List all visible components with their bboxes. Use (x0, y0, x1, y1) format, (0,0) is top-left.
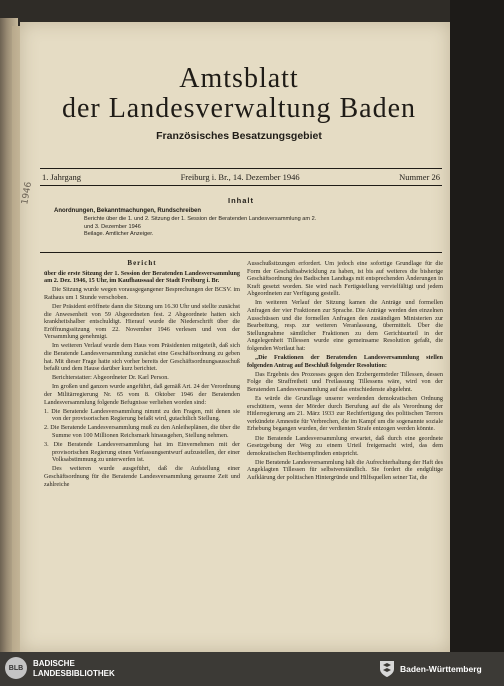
paragraph: Die Beratende Landesversammlung erwartet, daß durch eine geordnete Gesetzgebung der Weg zu einem Urteil freigemacht wird, das dem demokratischen Rechtsempfinden entspricht. (247, 434, 443, 457)
paragraph: Ausschußsitzungen erfordert. Um jedoch eine sofortige Grundlage für die Form der Geschäftsabwicklung zu haben, ist bis auf weiteres die bisherige Geschäftsordnung des Badischen Landtags mit entsprechenden Änderungen in Kraft gesetzt worden. Sie wird nach Fertigstellung vervielfältigt und jedem Abgeordneten zur Verfügung gestellt. (247, 260, 443, 298)
blb-logo-icon[interactable]: BLB (5, 657, 27, 679)
issue-number: Nummer 26 (399, 172, 440, 182)
paragraph: Im weiteren Verlauf wurde dem Haus vom Präsidenten mitgeteilt, daß sich die Beratende Landesversammlung zunächst eine Geschäftsordnung zu geben hat. Mit dieser Frage hatte sich vorher bereits der Geschäftsordnungsausschuß befaßt und dem Hause darüber kurz berichtet. (44, 342, 240, 373)
contents-entry: und 3. Dezember 1946 (84, 223, 141, 230)
paragraph: Berichterstatter: Abgeordneter Dr. Karl Person. (52, 374, 169, 382)
paragraph: Der Präsident eröffnete dann die Sitzung um 16.30 Uhr und stellte zunächst die Anwesenheit von 59 Abgeordneten fest. 2 Abgeordnete hatten sich krankheitshalber entschuldigt. Hierauf wurde die Niederschrift über die Eröffnungssitzung vom 22. November 1946 verlesen und von der Versammlung genehmigt. (44, 302, 240, 341)
masthead-title-line2: der Landesverwaltung Baden (61, 93, 417, 124)
library-name-line2: LANDESBIBLIOTHEK (33, 668, 115, 678)
baden-wuerttemberg-crest-icon[interactable] (379, 660, 395, 678)
paragraph: 1. Die Beratende Landesversammlung nimmt zu den Fragen, mit denen sie von der provisorischen Regierung befaßt wird, gutachtlich Stellung. (44, 407, 240, 423)
state-name[interactable]: Baden-Württemberg (400, 664, 482, 674)
contents-section: Anordnungen, Bekanntmachungen, Rundschreiben (54, 208, 202, 214)
paragraph: Im großen und ganzen wurde angeführt, daß gemäß Art. 24 der Verordnung der Militärregierung Nr. 65 vom 8. Oktober 1946 der Beratenden Landesversammlung folgende Befugnisse verliehen worden sind: (44, 383, 240, 406)
paragraph: Es würde die Grundlage unserer werdenden demokratischen Ordnung erschüttern, wenn der Mörder durch Berufung auf die als Verordnung der Hitlerregierung am 21. März 1933 zur Rechtfertigung des politischen Terrors verkündete Amnestie für Verbrechen, die im Kampf um die sogenannte soziale Erhebung begangen wurden, der verdienten Strafe entzogen werden könnte. (247, 395, 443, 433)
masthead-subtitle: Französisches Besatzungsgebiet (156, 130, 322, 142)
paragraph: 2. Die Beratende Landesversammlung muß zu den Anleiheplänen, die über die Summe von 100 Millionen Reichsmark hinausgehen, Stellung nehmen. (44, 424, 240, 439)
paragraph: „Die Fraktionen der Beratenden Landesversammlung stellen folgenden Antrag auf Beschluß folgender Resolution: (247, 354, 443, 369)
paragraph: über die erste Sitzung der 1. Session der Beratenden Landesversammlung am 2. Dez. 1946, 15 Uhr, im Kaufhaussaal der Stadt Freiburg i. Br. (44, 269, 240, 285)
paragraph: Das Ergebnis des Prozesses gegen den Erzbergermörder Tillessen, dessen Folge die Straffreiheit und Freilassung Tillessens wäre, wird von der Beratenden Landesversammlung auf das entschiedenste abgelehnt. (247, 370, 443, 393)
paragraph: Die Beratende Landesversammlung hält die Aufrechterhaltung der Haft des Angeklagten Tillessen für selbstverständlich. Sie fordert die endgültige Aufklärung der politischen Hintergründe und Hilfsquellen seiner Tat, die (247, 458, 443, 482)
masthead-title-line1: Amtsblatt (179, 63, 299, 94)
document-page (20, 22, 450, 652)
library-name[interactable] (33, 659, 115, 678)
pencil-note: 1946 (20, 181, 35, 206)
contents-heading: Inhalt (228, 196, 254, 205)
paragraph: Im weiteren Verlauf der Sitzung kamen die Anträge und formellen Anfragen der vier Fraktionen zur Sprache. Die Anträge werden den einzelnen Ausschüssen und die formellen Anfragen den zuständigen Ministerien zur Bearbeitung, resp. zur weiteren Veranlassung, übermittelt. Über die Stellungnahme sämtlicher Fraktionen zu dem Gerichtsurteil in der Angelegenheit Tillessen wurde eine gemeinsame Resolution gefaßt, die folgenden Wortlaut hat: (247, 299, 443, 353)
contents-entry: Berichte über die 1. und 2. Sitzung der 1. Session der Beratenden Landesversammlung am 2. (84, 216, 317, 222)
report-heading: Bericht (127, 259, 157, 267)
paragraph: 3. Die Beratende Landesversammlung hat im Einvernehmen mit der provisorischen Regierung einen Verfassungsentwurf aufzustellen, der einer Volksabstimmung zu unterwerfen ist. (44, 441, 240, 464)
left-text-column (44, 260, 240, 490)
issue-year: 1. Jahrgang (42, 172, 82, 182)
right-text-column (247, 260, 443, 483)
viewer-footer (0, 652, 504, 686)
scan-background-right (450, 0, 504, 652)
contents-entry: Beilage. Amtlicher Anzeiger. (84, 231, 154, 237)
library-name-line1: BADISCHE (33, 659, 75, 668)
table-of-contents (40, 192, 442, 253)
paragraph: Die Sitzung wurde wegen vorausgegangener Besprechungen der BCSV. im Rathaus um 1 Stunde verschoben. (44, 286, 240, 301)
paragraph: Des weiteren wurde ausgeführt, daß die Aufstellung einer Geschäftsordnung für die Beratende Landesversammlung geraume Zeit und zahlreiche (44, 465, 240, 488)
issue-info-bar (40, 168, 442, 186)
masthead (40, 64, 438, 142)
issue-place-date: Freiburg i. Br., 14. Dezember 1946 (180, 172, 300, 182)
